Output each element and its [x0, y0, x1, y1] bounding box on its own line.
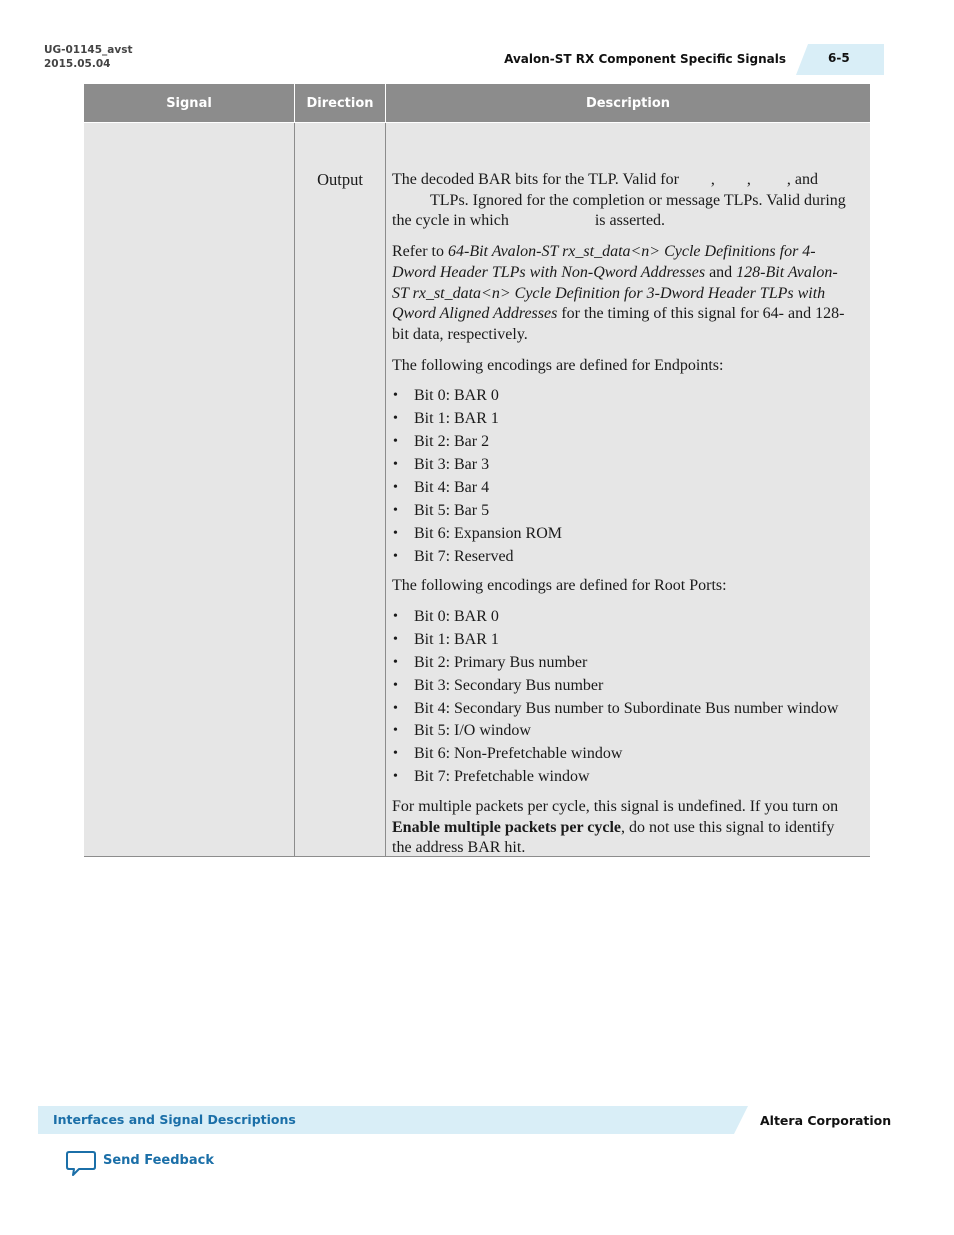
list-item: • Bit 0: BAR 0 [392, 386, 852, 407]
desc-text: , [710, 171, 715, 188]
list-item: • Bit 6: Expansion ROM [392, 524, 852, 545]
reference-link-64bit[interactable]: 64-Bit Avalon-ST rx_st_data<n> Cycle Definitions for 4-Dword Header TLPs with Non-Qword Addresses [392, 243, 816, 281]
desc-text: TLPs. Ignored for the completion or message TLPs. Valid during the cycle in which [392, 191, 846, 230]
table-row [84, 123, 870, 857]
doc-id-block [44, 43, 132, 71]
signal-table [84, 84, 870, 857]
column-header-signal: Signal [84, 84, 295, 122]
list-item: • Bit 2: Primary Bus number [392, 653, 852, 674]
send-feedback-link[interactable]: Send Feedback [103, 1153, 214, 1168]
list-item: • Bit 4: Bar 4 [392, 478, 852, 499]
table-header [84, 84, 870, 122]
rootports-list [392, 607, 852, 788]
description-paragraph [392, 170, 852, 232]
list-item: • Bit 1: BAR 1 [392, 630, 852, 651]
desc-text: For multiple packets per cycle, this signal is undefined. If you turn on [392, 797, 839, 815]
desc-text: The decoded BAR bits for the TLP. Valid for [392, 171, 679, 188]
desc-text: , do not use this signal to identify the address BAR hit. [392, 818, 835, 857]
doc-id: UG-01145_avst [44, 44, 133, 56]
page-number: 6-5 [828, 51, 850, 65]
desc-text: Refer to [392, 243, 444, 261]
signal-cell [84, 123, 295, 856]
list-item: • Bit 7: Prefetchable window [392, 767, 852, 788]
list-item: • Bit 6: Non-Prefetchable window [392, 744, 852, 765]
speech-bubble-icon[interactable] [66, 1150, 96, 1178]
endpoints-intro: The following encodings are defined for Endpoints: [392, 356, 724, 374]
desc-text: for the timing of this signal for 64- and 128-bit data, respectively. [392, 305, 845, 343]
reference-paragraph [392, 242, 852, 346]
desc-text: and [709, 263, 733, 281]
doc-date: 2015.05.04 [44, 58, 111, 70]
rootports-intro: The following encodings are defined for Root Ports: [392, 577, 727, 595]
direction-cell: Output [295, 123, 386, 856]
list-item: • Bit 1: BAR 1 [392, 409, 852, 430]
list-item: • Bit 4: Secondary Bus number to Subordinate Bus number window [392, 699, 852, 720]
column-header-description: Description [585, 95, 671, 111]
column-header-direction: Direction [295, 84, 386, 122]
list-item: • Bit 5: Bar 5 [392, 501, 852, 522]
list-item: • Bit 2: Bar 2 [392, 432, 852, 453]
multi-packet-note [392, 797, 852, 859]
option-name: Enable multiple packets per cycle [392, 818, 622, 836]
list-item: • Bit 0: BAR 0 [392, 607, 852, 628]
description-cell [386, 123, 870, 856]
desc-text: , and [786, 171, 819, 188]
desc-text: is asserted. [594, 212, 666, 230]
endpoints-list [392, 386, 852, 567]
section-title: Avalon-ST RX Component Specific Signals [504, 52, 786, 66]
footer-section-link[interactable]: Interfaces and Signal Descriptions [53, 1112, 296, 1127]
list-item: • Bit 7: Reserved [392, 547, 852, 568]
list-item: • Bit 3: Bar 3 [392, 455, 852, 476]
footer-company: Altera Corporation [760, 1113, 892, 1128]
list-item: • Bit 3: Secondary Bus number [392, 676, 852, 697]
desc-text: , [746, 171, 751, 188]
list-item: • Bit 5: I/O window [392, 721, 852, 742]
reference-link-128bit[interactable]: 128-Bit Avalon-ST rx_st_data<n> Cycle Definition for 3-Dword Header TLPs with Qword Aligned Addresses [392, 263, 838, 323]
